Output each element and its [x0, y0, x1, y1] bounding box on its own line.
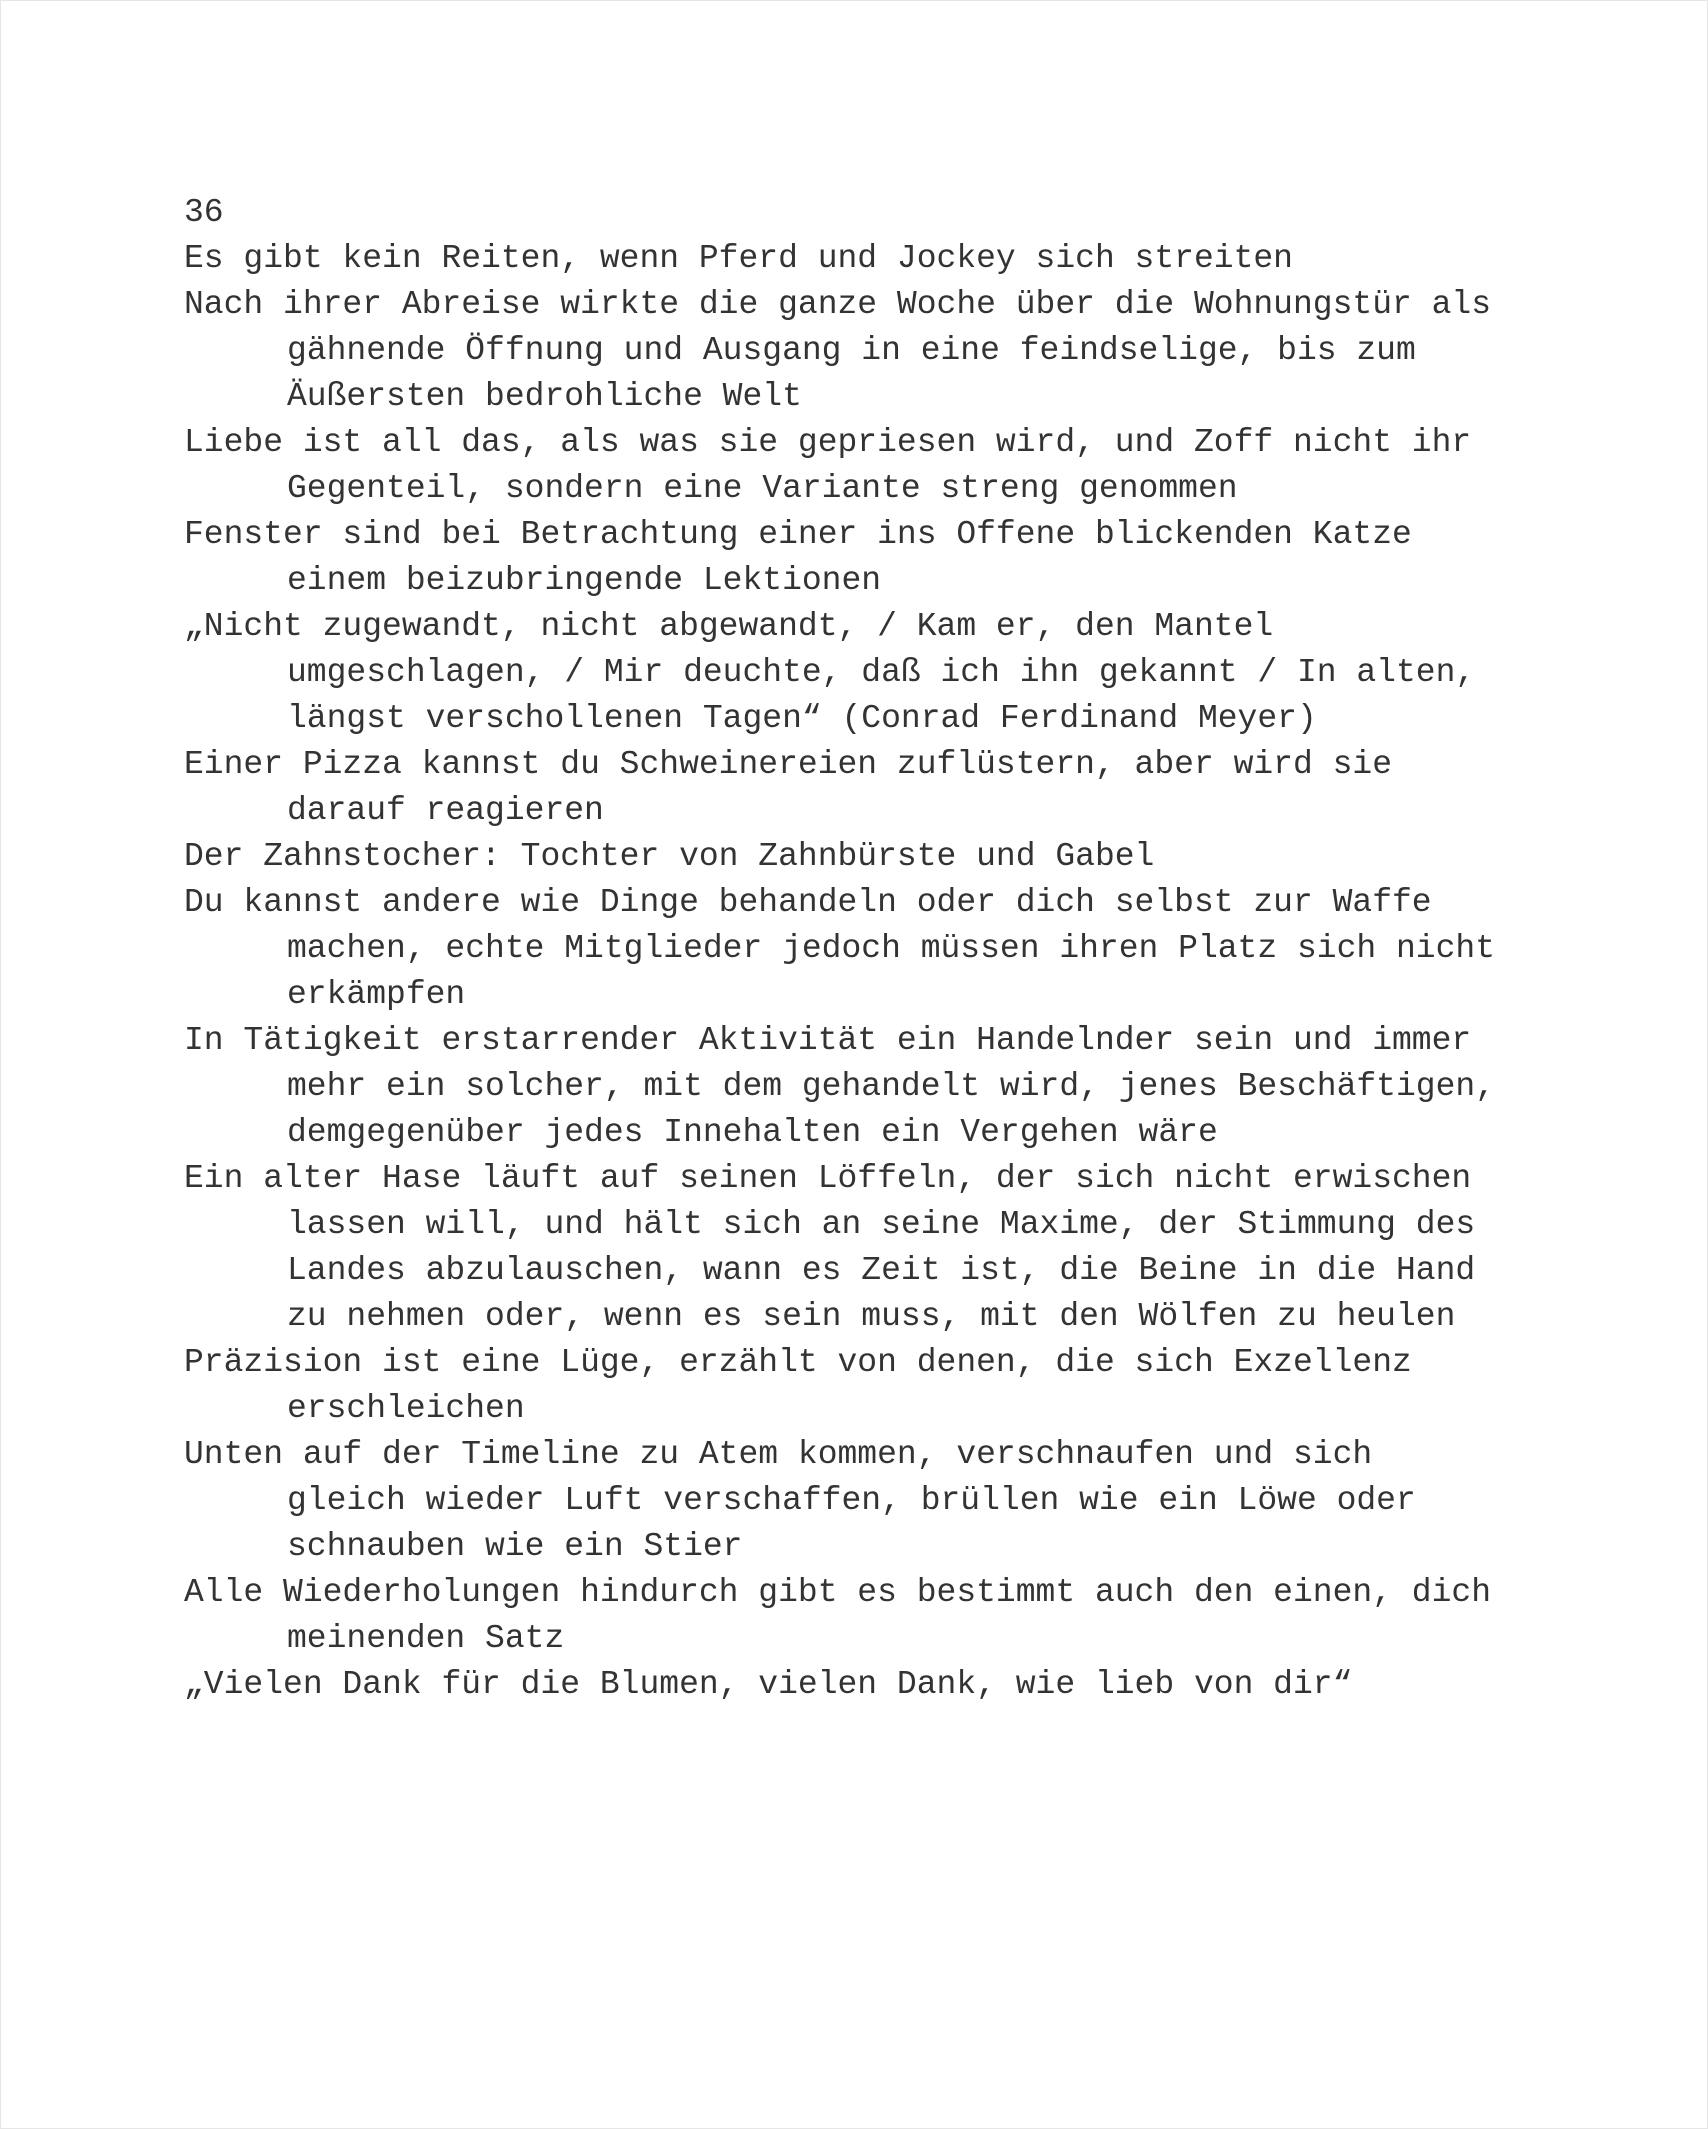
entry-continuation-line: umgeschlagen, / Mir deuchte, daß ich ihn gekannt / In alten, [287, 654, 1476, 691]
entry-continuation-line: erschleichen [287, 1390, 525, 1427]
text-entry [184, 1018, 1544, 1156]
text-entry [184, 512, 1544, 604]
entry-first-line: „Vielen Dank für die Blumen, vielen Dank, wie lieb von dir“ [184, 1666, 1353, 1703]
text-entry [184, 604, 1544, 742]
entry-continuation-line: lassen will, und hält sich an seine Maxime, der Stimmung des [287, 1206, 1476, 1243]
entry-first-line: Du kannst andere wie Dinge behandeln oder dich selbst zur Waffe [184, 884, 1432, 921]
entry-continuation-line: demgegenüber jedes Innehalten ein Vergehen wäre [287, 1114, 1218, 1151]
page-number: 36 [184, 194, 224, 231]
entry-continuation-line: meinenden Satz [287, 1620, 565, 1657]
entry-first-line: Unten auf der Timeline zu Atem kommen, verschnaufen und sich [184, 1436, 1373, 1473]
entry-first-line: Einer Pizza kannst du Schweinereien zuflüstern, aber wird sie [184, 746, 1392, 783]
entry-continuation-line: mehr ein solcher, mit dem gehandelt wird, jenes Beschäftigen, [287, 1068, 1495, 1105]
entry-continuation-line: gähnende Öffnung und Ausgang in eine feindselige, bis zum [287, 332, 1416, 369]
page-content [184, 190, 1544, 1708]
entry-first-line: Liebe ist all das, als was sie gepriesen wird, und Zoff nicht ihr [184, 424, 1472, 461]
entry-first-line: „Nicht zugewandt, nicht abgewandt, / Kam er, den Mantel [184, 608, 1274, 645]
text-entry [184, 1340, 1544, 1432]
text-entry [184, 1432, 1544, 1570]
text-entry [184, 420, 1544, 512]
text-entry [184, 1570, 1544, 1662]
entry-continuation-line: machen, echte Mitglieder jedoch müssen ihren Platz sich nicht [287, 930, 1495, 967]
entry-first-line: In Tätigkeit erstarrender Aktivität ein Handelnder sein und immer [184, 1022, 1472, 1059]
entry-first-line: Alle Wiederholungen hindurch gibt es bestimmt auch den einen, dich [184, 1574, 1492, 1611]
entry-continuation-line: Gegenteil, sondern eine Variante streng genommen [287, 470, 1238, 507]
entry-continuation-line: schnauben wie ein Stier [287, 1528, 743, 1565]
entry-list [184, 236, 1544, 1708]
entry-first-line: Nach ihrer Abreise wirkte die ganze Woche über die Wohnungstür als [184, 286, 1492, 323]
entry-first-line: Der Zahnstocher: Tochter von Zahnbürste und Gabel [184, 838, 1155, 875]
entry-continuation-line: einem beizubringende Lektionen [287, 562, 882, 599]
text-entry [184, 236, 1544, 282]
entry-continuation-line: zu nehmen oder, wenn es sein muss, mit den Wölfen zu heulen [287, 1298, 1456, 1335]
entry-first-line: Fenster sind bei Betrachtung einer ins Offene blickenden Katze [184, 516, 1412, 553]
entry-continuation-line: erkämpfen [287, 976, 466, 1013]
entry-first-line: Präzision ist eine Lüge, erzählt von denen, die sich Exzellenz [184, 1344, 1412, 1381]
entry-continuation-line: Äußersten bedrohliche Welt [287, 378, 802, 415]
text-entry [184, 282, 1544, 420]
text-entry [184, 880, 1544, 1018]
entry-continuation-line: längst verschollenen Tagen“ (Conrad Ferdinand Meyer) [287, 700, 1317, 737]
text-entry [184, 1156, 1544, 1340]
text-entry [184, 742, 1544, 834]
entry-continuation-line: gleich wieder Luft verschaffen, brüllen wie ein Löwe oder [287, 1482, 1416, 1519]
entry-continuation-line: Landes abzulauschen, wann es Zeit ist, die Beine in die Hand [287, 1252, 1476, 1289]
entry-first-line: Es gibt kein Reiten, wenn Pferd und Jockey sich streiten [184, 240, 1293, 277]
entry-first-line: Ein alter Hase läuft auf seinen Löffeln, der sich nicht erwischen [184, 1160, 1472, 1197]
text-entry [184, 1662, 1544, 1708]
entry-continuation-line: darauf reagieren [287, 792, 604, 829]
text-entry [184, 834, 1544, 880]
